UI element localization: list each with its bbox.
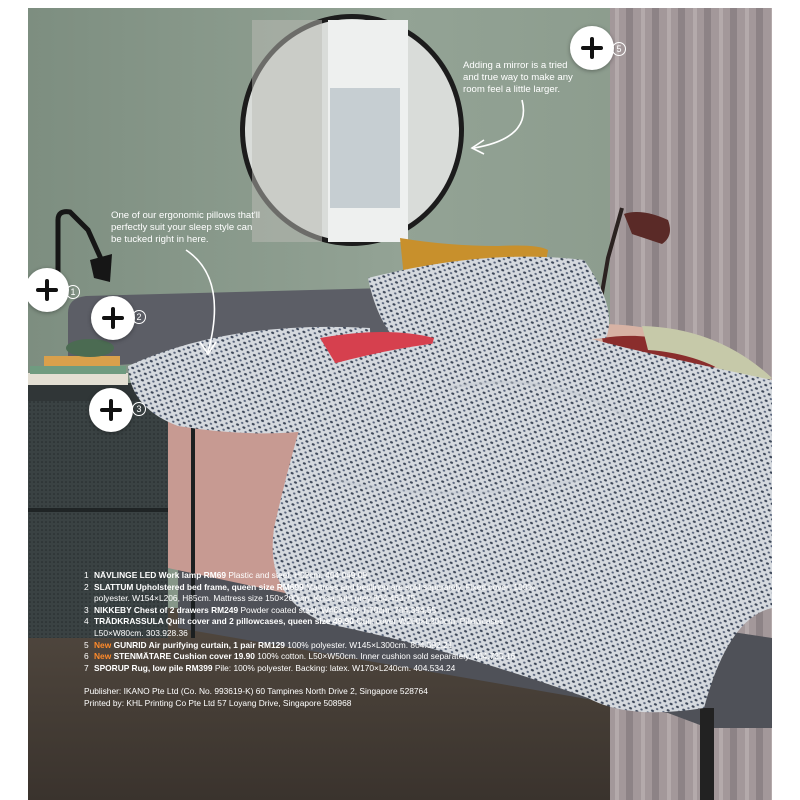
- publisher-line: Publisher: IKANO Pte Ltd (Co. No. 993619-K) 60 Tampines North Drive 2, Singapore 528764: [84, 686, 428, 697]
- product-number: 6: [84, 651, 89, 662]
- product-name: TRÄDKRASSULA Quilt cover and 2 pillowcases, queen size 49.90: [94, 616, 354, 627]
- round-mirror: [240, 14, 464, 246]
- product-number: 4: [84, 616, 89, 627]
- mirror-callout: Adding a mirror is a tried and true way to make any room feel a little larger.: [463, 60, 573, 95]
- product-details: 100% cotton. L50×W50cm. Inner cushion sold separately. 404.725.16: [257, 651, 516, 662]
- product-item: [84, 582, 554, 605]
- product-details: Plastic and steel. H52cm. 404.049.09: [228, 570, 368, 580]
- hotspot-lamp-number: 1: [66, 285, 80, 299]
- new-badge: New: [94, 639, 112, 650]
- product-name: NIKKEBY Chest of 2 drawers RM249: [94, 604, 239, 615]
- product-name: SPORUP Rug, low pile RM399: [94, 662, 213, 673]
- product-details: Quilt cover W200×L200cm. Pillowcases L50×W80cm. 303.928.36: [94, 616, 504, 638]
- product-item: [84, 570, 554, 582]
- product-name: STENMÄTARE Cushion cover 19.90: [113, 651, 255, 662]
- product-number: 1: [84, 570, 89, 580]
- product-details: 100% polyester. W145×L300cm. 804.592.21: [287, 639, 453, 650]
- product-details: Powder coated steel. W46×D49, H70cm. 704.394.55: [240, 604, 437, 615]
- pillow-callout: One of our ergonomic pillows that'll perfectly suit your sleep style can be tucked right in here.: [111, 210, 261, 245]
- product-item: [84, 640, 554, 652]
- hotspot-curtain-number: 5: [612, 42, 626, 56]
- product-number: 3: [84, 604, 89, 615]
- hotspot-bed-plus-button[interactable]: [91, 296, 135, 340]
- product-number: 2: [84, 581, 89, 592]
- product-item: [84, 616, 554, 639]
- product-number: 5: [84, 639, 89, 650]
- printer-line: Printed by: KHL Printing Co Pte Ltd 57 Loyang Drive, Singapore 508968: [84, 697, 352, 708]
- product-list: [84, 570, 554, 710]
- catalog-page: [28, 8, 772, 800]
- product-item: [84, 651, 554, 663]
- product-details: Pile: 100% polyester. Backing: latex. W170×L240cm. 404.534.24: [214, 662, 456, 673]
- new-badge: New: [94, 651, 112, 662]
- product-name: SLATTUM Upholstered bed frame, queen size RM699: [94, 581, 304, 592]
- product-item: [84, 663, 554, 675]
- product-details: Mattress and bedlinen are sold separately. Fixed cover: 100% polyester. W154×L206, H85cm. Mattress size 150×200cm. Knisa light grey 804.463.75: [94, 581, 535, 604]
- product-name: NÄVLINGE LED Work lamp RM69: [94, 570, 227, 580]
- product-number: 7: [84, 662, 89, 673]
- hotspot-bed-number: 2: [132, 310, 146, 324]
- product-name: GUNRID Air purifying curtain, 1 pair RM129: [113, 639, 285, 650]
- hotspot-drawers-plus-button[interactable]: [89, 388, 133, 432]
- hotspot-drawers-number: 3: [132, 402, 146, 416]
- product-item: [84, 605, 554, 617]
